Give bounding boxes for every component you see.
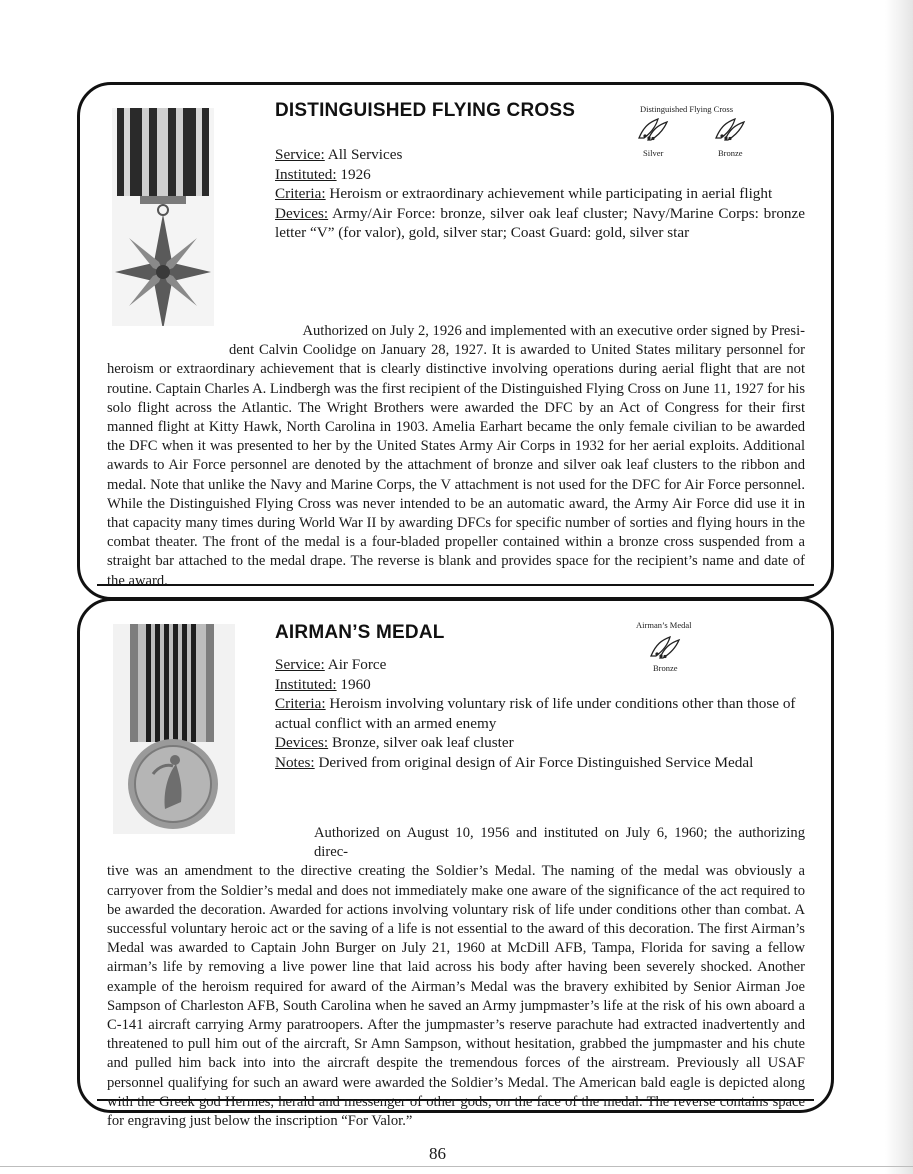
devices-label: Devices:	[275, 734, 329, 751]
page-bottom-rule	[0, 1166, 913, 1167]
airmans-medal-image	[113, 624, 235, 834]
dfc-title: DISTINGUISHED FLYING CROSS	[275, 100, 576, 121]
notes-value: Derived from original design of Air Force Distinguished Service Medal	[318, 753, 754, 771]
airmans-criteria	[275, 694, 805, 733]
dfc-body-text: dent Calvin Coolidge on January 28, 1927. It is awarded to United States military personnel for heroism or extraordinary achievement that is clearly distinctive involving operations during aerial flight that are not routine. Captain Charles A. Lindbergh was the first recipient of the Distinguished Flying Cross on June 11, 1927 for his solo flight across the Atlantic. The Wright Brothers were awarded the DFC by an Act of Congress for their first manned flight at Kitty Hawk, North Carolina in 1903. Amelia Earhart became the only female civilian to be awarded the DFC when it was presented to her by the United States Army Air Corps in 1932 for her aerial exploits. Additional awards to Air Force personnel are denoted by the attachment of bronze and silver oak leaf clusters to the ribbon and medal. Note that unlike the Navy and Marine Corps, the V attachment is not used for the DFC for Air Force personnel. While the Distinguished Flying Cross was never intended to be an automatic award, the Army Air Force did use it in that capacity many times during World War II by awarding DFCs for specific number of sorties and flying hours in the combat theater. The front of the medal is a four-bladed propeller contained within a bronze cross suspended from a straight bar attached to the medal drape. The reverse is blank and provides space for the recipient’s name and date of the award.	[107, 342, 805, 589]
criteria-label: Criteria:	[275, 695, 326, 712]
dfc-device-label-bronze: Bronze	[718, 148, 743, 158]
page-edge-shadow	[885, 0, 913, 1174]
instituted-label: Instituted:	[275, 165, 337, 183]
instituted-value: 1960	[340, 675, 371, 693]
devices-value: Army/Air Force: bronze, silver oak leaf cluster; Navy/Marine Corps: bronze letter “V” (for valor), gold, silver star; Coast Guard: gold, silver star	[275, 204, 805, 241]
airmans-body	[107, 824, 805, 1131]
dfc-info-block	[275, 145, 805, 243]
airmans-devices-heading: Airman’s Medal	[636, 620, 692, 630]
dfc-instituted	[275, 165, 805, 185]
airmans-info-block	[275, 655, 805, 772]
dfc-devices	[275, 204, 805, 243]
criteria-label: Criteria:	[275, 185, 326, 202]
dfc-criteria	[275, 184, 805, 204]
oak-leaf-cluster-silver-icon	[636, 116, 670, 142]
oak-leaf-cluster-bronze-icon	[713, 116, 747, 142]
dfc-body-first-line: Authorized on July 2, 1926 and implemented with an executive order signed by Presi-	[302, 323, 805, 339]
devices-value: Bronze, silver oak leaf cluster	[331, 734, 514, 751]
airmans-medal-title: AIRMAN’S MEDAL	[275, 622, 445, 643]
instituted-value: 1926	[340, 165, 371, 183]
dfc-body	[107, 322, 805, 591]
airmans-body-text: tive was an amendment to the directive creating the Soldier’s Medal. The naming of the medal was obviously a carryover from the Soldier’s medal and does not immediately make one aware of the significance of the act required to be awarded the decoration. Awarded for actions involving voluntary risk of life under conditions other than combat. A successful voluntary heroic act or the saving of a life is not essential to the award of this decoration. The first Airman’s Medal was awarded to Captain John Burger on July 21, 1960 at McDill AFB, Tampa, Florida for saving a fellow airman’s life by removing a live power line that laid across his body after having been severely shocked. Another example of the heroism required for award of the Airman’s Medal was the bravery exhibited by Senior Airman Joe Sampson of Charleston AFB, South Carolina when he saved an Army jumpmaster’s life at the risk of his own aboard a C-141 aircraft carrying Army paratroopers. After the jumpmaster’s reserve parachute had extracted inadvertently and threatened to pull him out of the aircraft, Sr Amn Sampson, without hesitation, grabbed the jumpmaster and his chute and pulled him back into into the aircraft despite the tremendous forces of the airstream. Previously all USAF personnel qualifying for such an award were awarded the Soldier’s Medal. The American bald eagle is depicted along with the Greek god Hermes, herald and messenger of other gods, on the face of the medal. The reverse contains space for engraving just below the inscription “For Valor.”	[107, 863, 805, 1130]
instituted-label: Instituted:	[275, 675, 337, 693]
page-number: 86	[429, 1144, 446, 1163]
airmans-service	[275, 655, 805, 675]
airmans-instituted	[275, 675, 805, 695]
notes-label: Notes:	[275, 753, 315, 771]
criteria-value: Heroism involving voluntary risk of life under conditions other than those of actual conflict with an armed enemy	[275, 695, 796, 732]
dfc-medal-image	[112, 108, 214, 326]
service-label: Service:	[275, 146, 325, 163]
airmans-devices	[275, 733, 805, 753]
airmans-notes	[275, 753, 805, 773]
devices-label: Devices:	[275, 204, 329, 222]
dfc-service	[275, 145, 805, 165]
service-value: All Services	[327, 146, 403, 163]
service-value: Air Force	[327, 656, 387, 673]
dfc-device-label-silver: Silver	[643, 148, 664, 158]
service-label: Service:	[275, 656, 325, 673]
airmans-device-label-bronze: Bronze	[653, 663, 678, 673]
dfc-devices-heading: Distinguished Flying Cross	[640, 104, 734, 114]
airmans-body-first-line: Authorized on August 10, 1956 and instituted on July 6, 1960; the authorizing direc-	[314, 825, 805, 861]
criteria-value: Heroism or extraordinary achievement while participating in aerial flight	[329, 185, 773, 202]
